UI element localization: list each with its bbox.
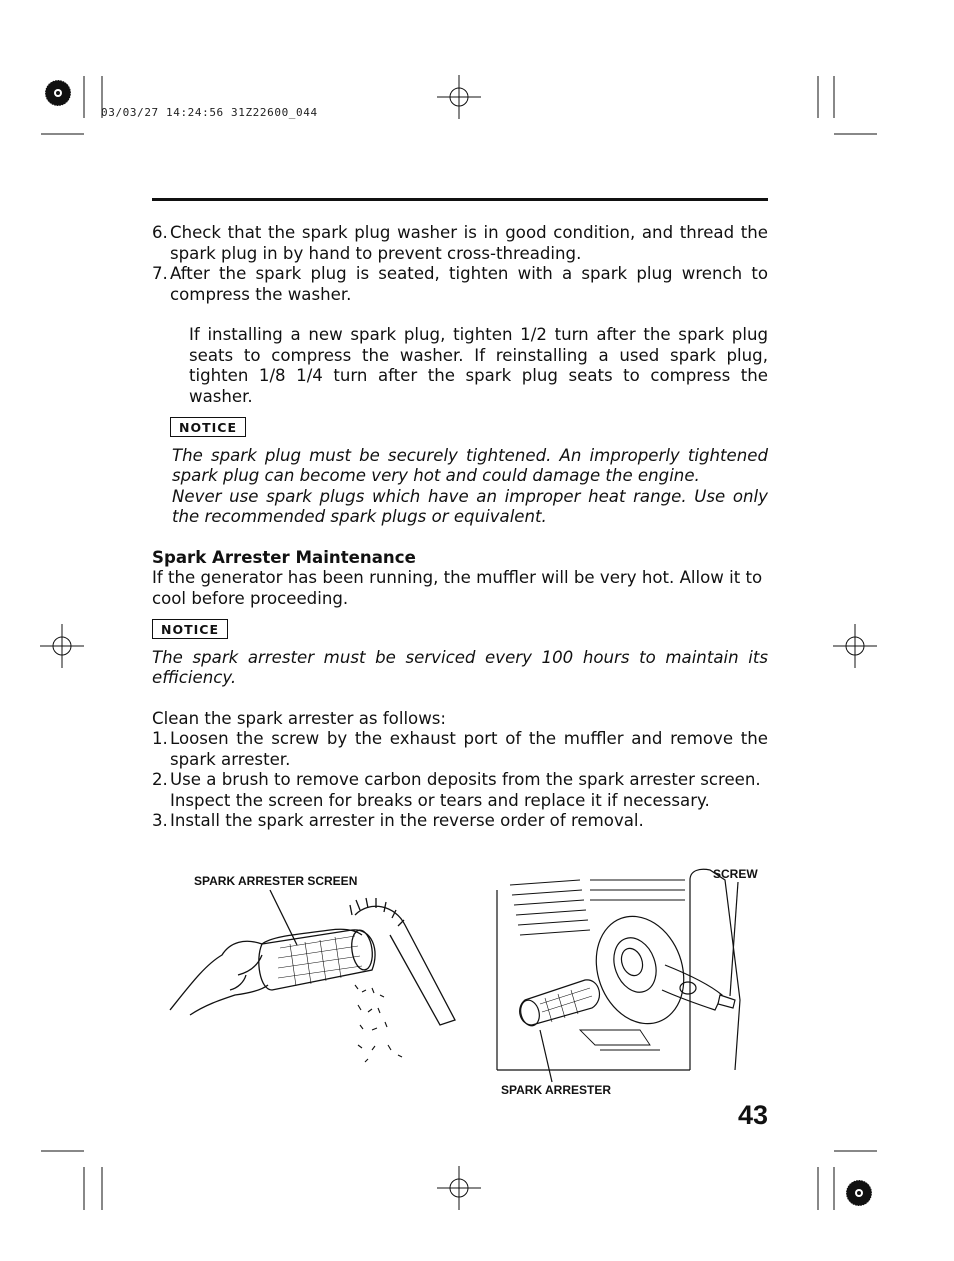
print-id: 03/03/27 14:24:56 31Z22600_044 [101,106,318,119]
leader-arrester [540,1030,552,1082]
notice-text-2: The spark arrester must be serviced every 100 hours to maintain its efficiency. [152,647,768,687]
spark-arrester [520,980,600,1025]
step-text: Install the spark arrester in the reverse order of removal. [170,811,644,830]
label-spark-arrester: SPARK ARRESTER [501,1083,612,1097]
muffler-ring [582,904,699,1036]
arrester-flange [662,965,722,1010]
section-heading: Spark Arrester Maintenance [152,547,416,567]
notice-badge: NOTICE [152,619,228,639]
notice-badge: NOTICE [170,417,246,437]
step-2-extra: Inspect the screen for breaks or tears and replace it if necessary. [170,790,710,810]
step-text: After the spark plug is seated, tighten with a spark plug wrench to compress the washer. [170,264,768,304]
step-number: 7. [152,264,168,283]
step-number: 3. [152,811,168,830]
screw [718,995,735,1008]
page-number: 43 [738,1100,769,1130]
section-intro: If the generator has been running, the muffler will be very hot. Allow it to cool before proceeding. [152,568,763,608]
step-number: 6. [152,223,168,242]
step-number: 1. [152,729,168,748]
step-text: Use a brush to remove carbon deposits from the spark arrester screen. [170,770,761,789]
label-spark-arrester-screen: SPARK ARRESTER SCREEN [194,874,358,888]
notice-text-1b: Never use spark plugs which have an improper heat range. Use only the recommended spark plugs or equivalent. [172,486,768,526]
step-text: Loosen the screw by the exhaust port of the muffler and remove the spark arrester. [170,729,768,769]
step-text: Check that the spark plug washer is in good condition, and thread the spark plug in by hand to prevent cross-threading. [170,223,768,263]
label-screw: SCREW [713,867,758,881]
notice-text-1a: The spark plug must be securely tightened. An improperly tightened spark plug can become very hot and could damage the engine. [172,445,768,485]
housing-outline [497,869,740,1070]
step-number: 2. [152,770,168,789]
install-note: If installing a new spark plug, tighten 1/2 turn after the spark plug seats to compress the washer. If reinstalling a used spark plug, tighten 1/8 1/4 turn after the spark plug seats to compress the washer. [189,325,768,406]
clean-intro: Clean the spark arrester as follows: [152,708,447,728]
